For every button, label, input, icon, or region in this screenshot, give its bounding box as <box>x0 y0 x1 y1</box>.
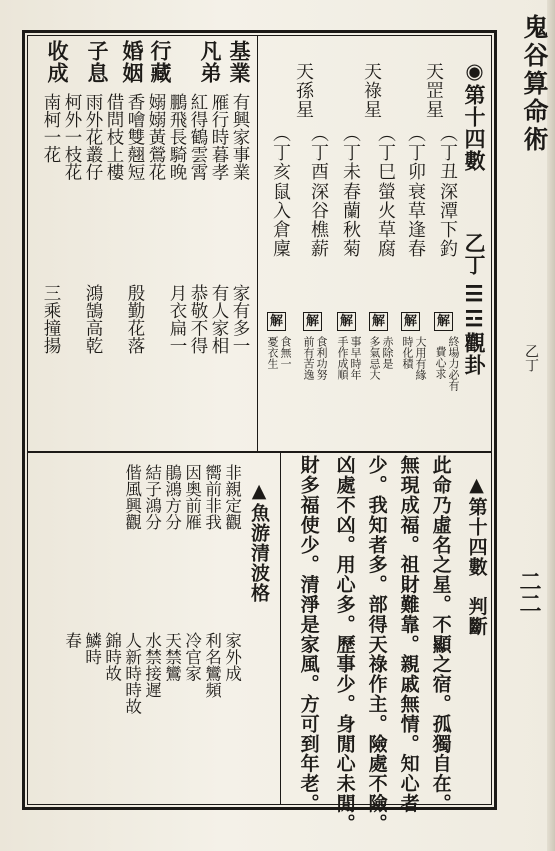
note-1-left: 費心求 <box>434 346 447 379</box>
lb-col-c-1: 人新時時故 <box>122 632 142 715</box>
poem-top-9: 柯外一枝花 <box>62 93 82 181</box>
note-1-right: 終場力必有 <box>447 336 460 391</box>
lb-col-b-4: 天禁鸞 <box>162 632 182 682</box>
lb-col-a-6: 偕風興觀 <box>122 464 142 530</box>
lb-col-b-5: 水禁接遲 <box>142 632 162 698</box>
entry-number: ◉第十四數 <box>462 58 487 172</box>
poem-bottom-4: 月衣扁一 <box>167 284 187 354</box>
bottom-divider <box>280 451 281 805</box>
ganzhi-dingmao: （丁卯 <box>405 124 426 181</box>
entry-stems: 乙丁 <box>462 232 487 276</box>
poem-top-4: 鵬飛長騎晚 <box>167 93 187 181</box>
lb-col-c-4: 春 <box>62 632 82 649</box>
ganzhi-dinghai: （丁亥 <box>270 124 291 181</box>
note-3-right: 赤除是 <box>381 336 394 369</box>
entry-trigram: ☰☲觀卦 <box>462 282 487 376</box>
poem-bottom-3: 恭敬不得 <box>188 284 208 354</box>
poem-bottom-7: 三乘撞揚 <box>41 284 61 354</box>
lb-col-a-4: 鵑鴻方分 <box>162 464 182 530</box>
topic-jiye: 基業 <box>227 40 252 84</box>
star-tiangang: 天罡星 <box>423 62 444 119</box>
lb-col-c-2: 錦時故 <box>102 632 122 682</box>
ganzhi-dingchou: （丁丑 <box>437 124 458 181</box>
note-4-left: 手作成順 <box>336 336 349 380</box>
verse-1: 深潭下釣 <box>437 182 458 258</box>
judgment-line-4: 凶處不凶。用心多。歷事少。身閒心未閒。 <box>333 455 356 834</box>
note-6-left: 憂衣生 <box>266 336 279 369</box>
side-mark: 乙丁 <box>523 344 539 372</box>
lb-col-b-2: 利名鸞頻 <box>202 632 222 698</box>
note-4-right: 事早時年 <box>349 336 362 380</box>
middle-rule <box>27 451 492 453</box>
jie-box-2: 解 <box>401 312 420 331</box>
poem-top-6: 香噲雙翹短 <box>125 93 145 181</box>
note-2-right: 大用有緣 <box>414 336 427 380</box>
jie-box-6: 解 <box>267 312 286 331</box>
judgment-line-1: 此命乃虛名之星。不顯之宿。孤獨自在。 <box>429 455 452 814</box>
poem-top-3: 紅得鶴雲霄 <box>188 93 208 181</box>
poem-top-1: 有興家事業 <box>230 93 250 181</box>
ganzhi-dingwei: （丁未 <box>340 124 361 181</box>
lb-col-b-3: 冷官家 <box>182 632 202 682</box>
poem-top-2: 雁行時暮孝 <box>209 93 229 181</box>
note-6-right: 食無一 <box>279 336 292 369</box>
jie-box-1: 解 <box>434 312 453 331</box>
ganzhi-dingsi: （丁巳 <box>375 124 396 181</box>
jie-box-4: 解 <box>337 312 356 331</box>
poem-bottom-5: 殷勤花落 <box>125 284 145 354</box>
poem-top-5: 嫋嫋黃鶯花 <box>146 93 166 181</box>
topic-zixi: 子息 <box>85 40 110 84</box>
topic-xingcang: 行藏 <box>148 40 173 84</box>
verse-2: 衰草逢春 <box>405 182 426 258</box>
judgment-line-3: 少。我知者多。部得天祿作主。險處不險。 <box>365 455 388 834</box>
verse-5: 深谷樵薪 <box>308 182 329 258</box>
verse-3: 螢火草腐 <box>375 182 396 258</box>
lb-col-a-3: 因奧前雁 <box>182 464 202 530</box>
judgment-line-2: 無現成福。祖財難靠。親戚無情。知心者 <box>397 455 420 814</box>
note-3-left: 多氣忌大 <box>368 336 381 380</box>
judgment-heading: ▲第十四數 判斷 <box>465 474 488 637</box>
star-tianlu: 天祿星 <box>361 62 382 119</box>
topic-hunyin: 婚姻 <box>120 40 145 84</box>
lb-col-b-1: 家外成 <box>222 632 242 682</box>
note-5-right: 食利功努 <box>315 336 328 380</box>
poem-bottom-2: 有人家相 <box>209 284 229 354</box>
section-heading-yuyou: ▲魚游清波格 <box>248 480 270 603</box>
lb-col-c-3: 鱗時 <box>82 632 102 665</box>
judgment-line-5: 財多福使少。清淨是家風。方可到年老。 <box>297 455 320 814</box>
jie-box-3: 解 <box>369 312 388 331</box>
lb-col-a-2: 嚮前非我 <box>202 464 222 530</box>
ganzhi-dingyou: （丁酉 <box>308 124 329 181</box>
poem-bottom-1: 家有多一 <box>230 284 250 354</box>
book-title: 鬼谷算命術 <box>520 14 549 154</box>
lb-col-a-1: 非親定觀 <box>222 464 242 530</box>
topic-shoucheng: 收成 <box>45 40 70 84</box>
poem-top-8: 雨外花叢仔 <box>83 93 103 181</box>
note-5-left: 前有苦逸 <box>302 336 315 380</box>
topic-fandi: 凡弟 <box>198 40 223 84</box>
note-2-left: 時化積 <box>401 336 414 369</box>
poem-bottom-6: 鴻鵠高乾 <box>83 284 103 354</box>
top-divider <box>257 35 258 451</box>
poem-top-10: 南柯一花 <box>41 93 61 163</box>
poem-top-7: 借問枝上樓 <box>104 93 124 181</box>
page-number: 二二 <box>516 570 542 614</box>
star-tiansun: 天孫星 <box>293 62 314 119</box>
jie-box-5: 解 <box>303 312 322 331</box>
verse-6: 鼠入倉廩 <box>270 182 291 258</box>
verse-4: 春蘭秋菊 <box>340 182 361 258</box>
lb-col-a-5: 結子鴻分 <box>142 464 162 530</box>
